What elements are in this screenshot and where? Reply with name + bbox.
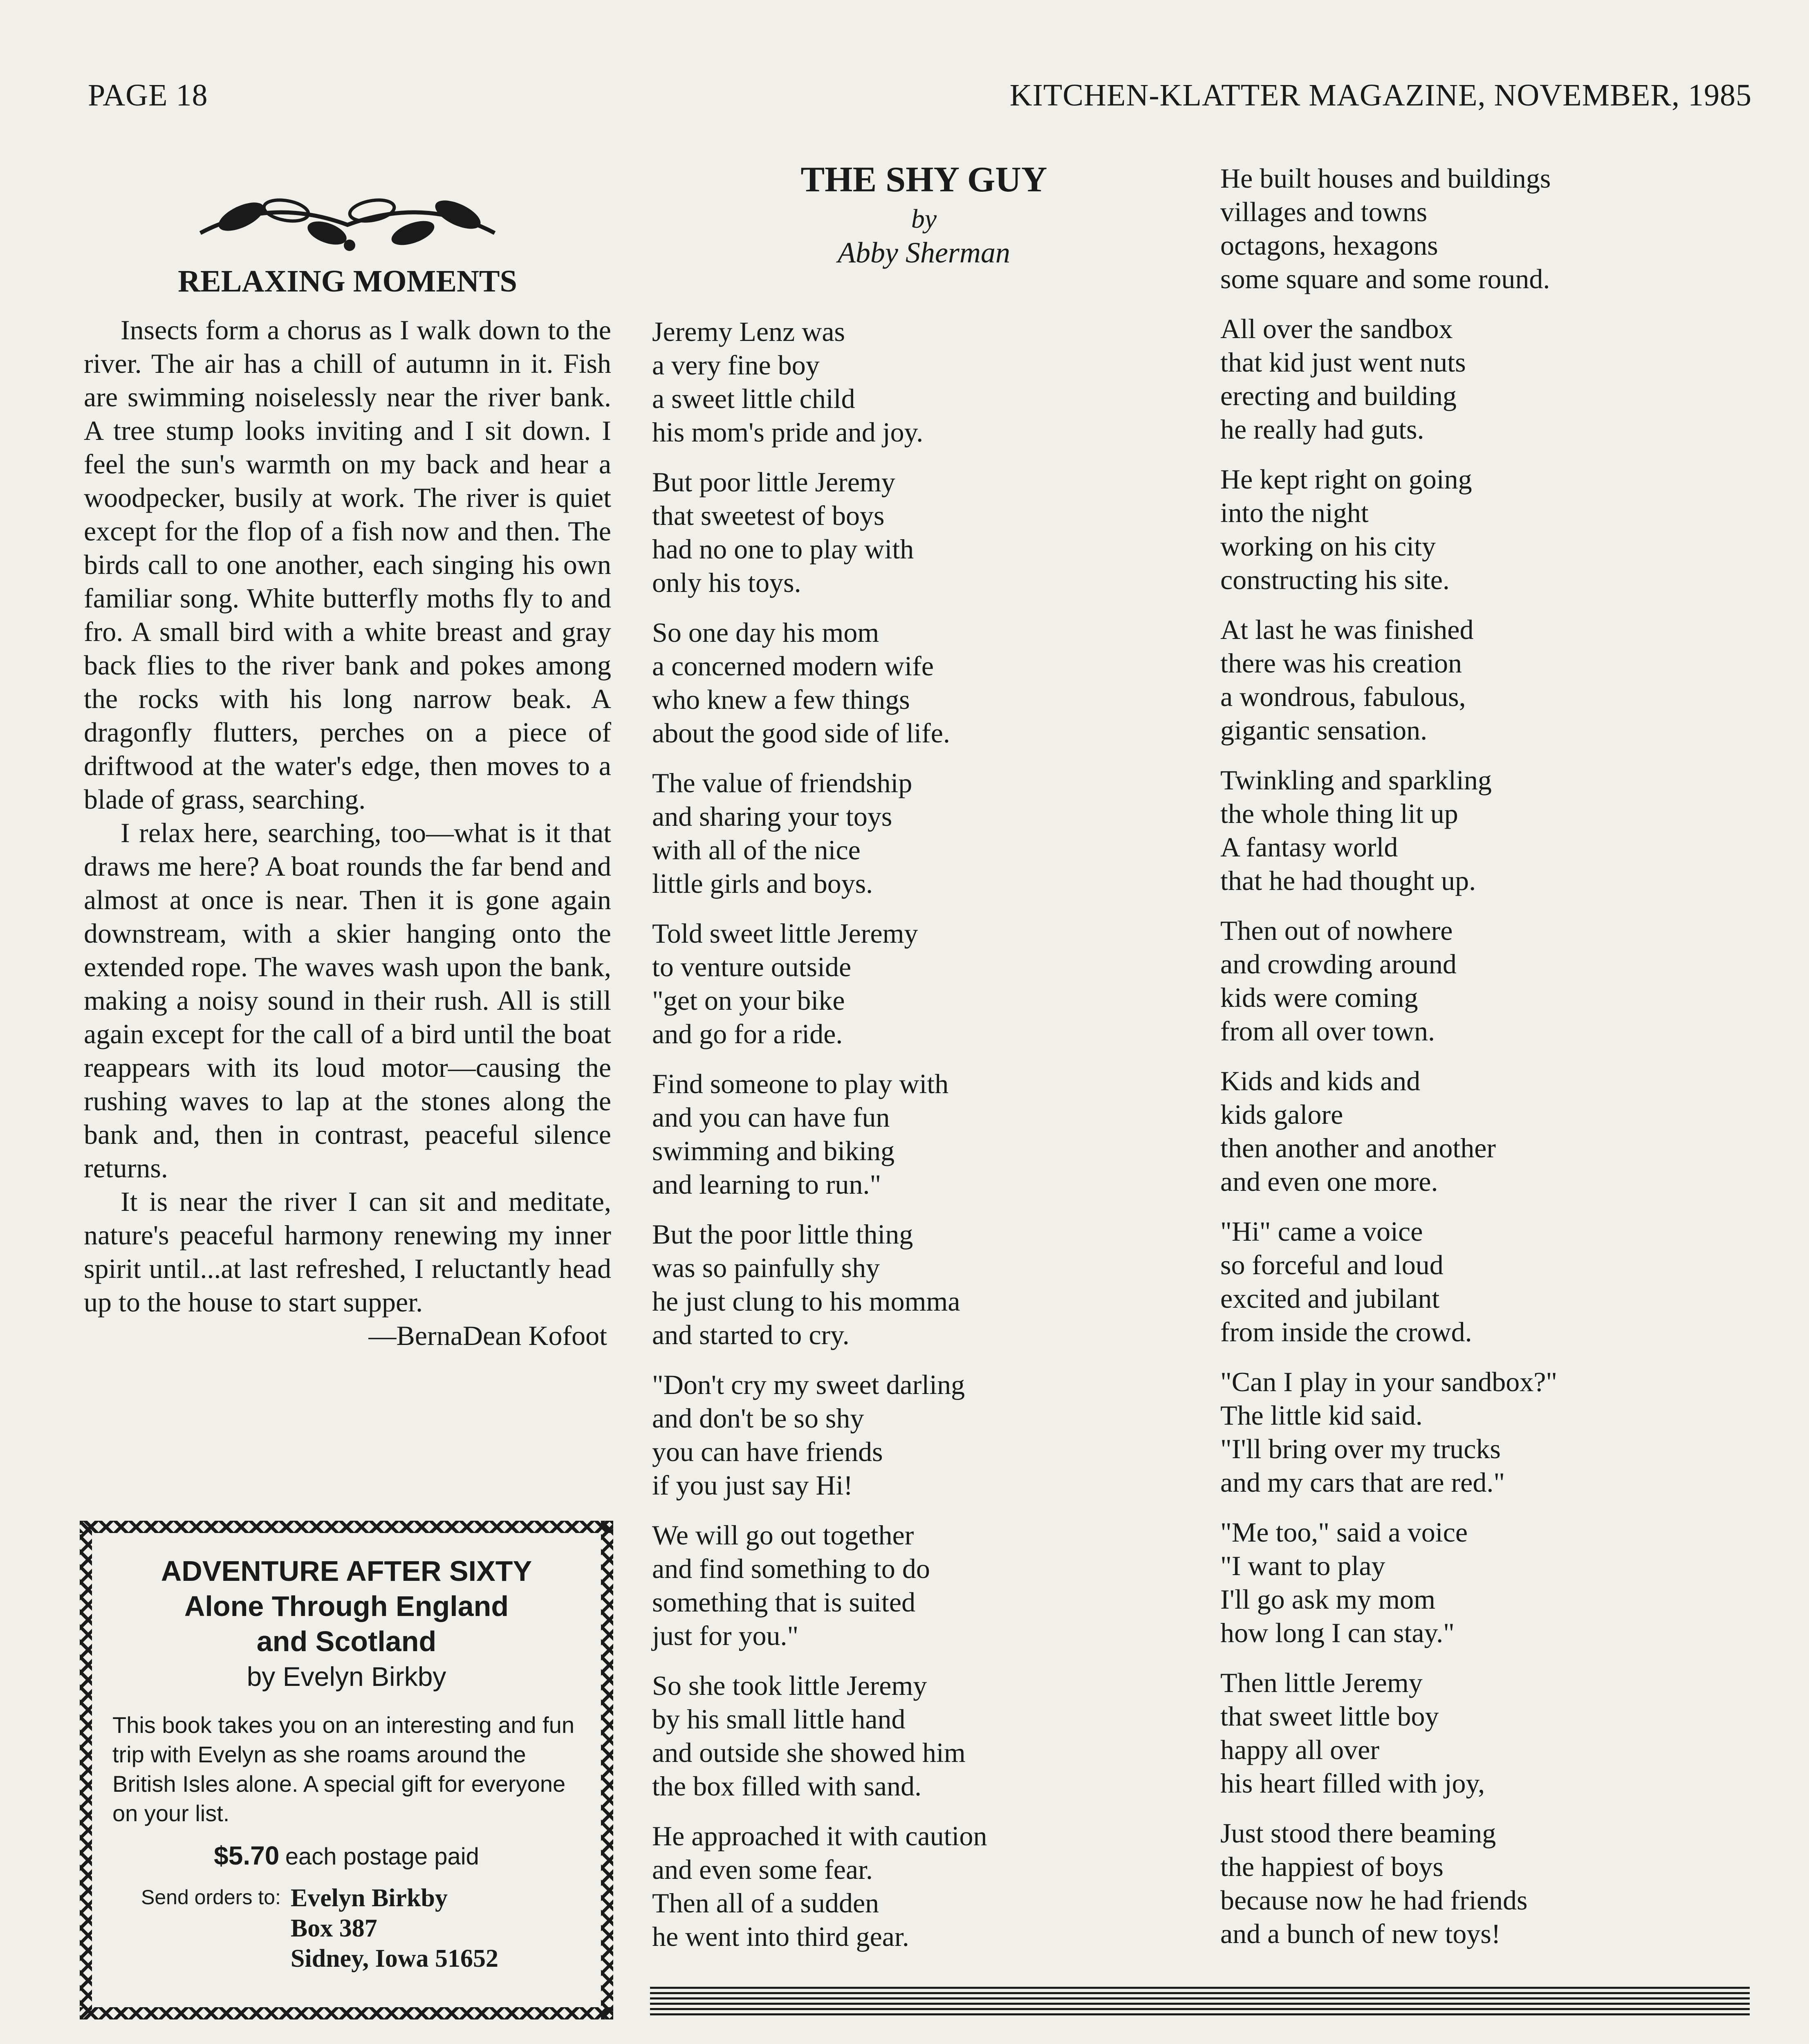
paragraph: I relax here, searching, too—what is it that draws me here? A boat rounds the far bend and almost at once is near. Then it is gone again downstream, with a skier hanging onto the extended rope. The waves wash upon the bank, making a noisy sound in their rush. All is still again except for the call of a bird until the boat reappears with its loud motor—causing the rushing waves to lap at the stones along the bank and, then in contrast, peaceful silence returns. (84, 817, 611, 1183)
poem-line: that kid just went nuts (1220, 347, 1466, 378)
poem-line: into the night (1220, 497, 1369, 528)
poem-line: he just clung to his momma (652, 1286, 960, 1317)
stanza (652, 1067, 1196, 1201)
poem-line: Kids and kids and (1220, 1065, 1421, 1096)
leaf-ornament-icon (192, 188, 503, 258)
ad-price: $5.70 (214, 1841, 280, 1870)
poem-line: and even some fear. (652, 1854, 873, 1885)
poem-line: a concerned modern wife (652, 650, 934, 681)
ad-send-label: Send orders to: (141, 1886, 281, 1909)
poem-line: you can have friends (652, 1436, 883, 1467)
poem-line: just for you." (652, 1620, 799, 1651)
poem-line: Find someone to play with (652, 1068, 949, 1099)
stanza (1220, 1515, 1764, 1650)
poem-line: a wondrous, fabulous, (1220, 681, 1466, 712)
poem-line: "Hi" came a voice (1220, 1216, 1423, 1247)
poem-line: the happiest of boys (1220, 1851, 1444, 1882)
poem-line: that he had thought up. (1220, 865, 1476, 896)
page-number: PAGE 18 (88, 78, 208, 112)
poem-line: erecting and building (1220, 380, 1457, 411)
poem-line: and find something to do (652, 1553, 930, 1584)
stanza (652, 465, 1196, 599)
poem-line: and crowding around (1220, 948, 1457, 979)
poem-line: excited and jubilant (1220, 1283, 1440, 1314)
stanza (652, 1368, 1196, 1502)
stanza (652, 1518, 1196, 1652)
poem-line: then another and another (1220, 1132, 1496, 1163)
poem-line: Then out of nowhere (1220, 915, 1453, 946)
poem-line: from inside the crowd. (1220, 1316, 1472, 1347)
poem-line: constructing his site. (1220, 564, 1450, 595)
poem-line: At last he was finished (1220, 614, 1474, 645)
poem-line: happy all over (1220, 1734, 1379, 1765)
poem-line: swimming and biking (652, 1135, 895, 1166)
poem-line: was so painfully shy (652, 1252, 880, 1283)
ad-body: This book takes you on an interesting and fun trip with Evelyn as she roams around the British Isles alone. A special gift for everyone on your list. (112, 1712, 575, 1826)
poem-line: He kept right on going (1220, 464, 1472, 495)
poem-line: by his small little hand (652, 1703, 906, 1735)
section-divider (650, 1987, 1750, 2015)
poem-line: he went into third gear. (652, 1921, 909, 1952)
stanza (1220, 1666, 1764, 1800)
poem-line: something that is suited (652, 1587, 916, 1618)
poem-line: with all of the nice (652, 834, 861, 865)
ad-address-line: Sidney, Iowa 51652 (290, 1945, 499, 1972)
poem-line: to venture outside (652, 951, 852, 982)
poem-line: the box filled with sand. (652, 1771, 922, 1802)
poem-line: the whole thing lit up (1220, 798, 1458, 829)
stanza (652, 315, 1196, 449)
poem-line: only his toys. (652, 567, 801, 598)
ad-subtitle: and Scotland (256, 1625, 437, 1657)
poem-line: his mom's pride and joy. (652, 417, 924, 448)
magazine-title: KITCHEN-KLATTER MAGAZINE, NOVEMBER, 1985 (1009, 78, 1752, 112)
poem-line: and started to cry. (652, 1319, 850, 1350)
poem-line: and sharing your toys (652, 801, 892, 832)
stanza (1220, 613, 1764, 747)
poem-line: a sweet little child (652, 383, 855, 414)
poem-line: "get on your bike (652, 985, 845, 1016)
shy-guy-header (652, 157, 1196, 269)
poem-line: kids were coming (1220, 982, 1418, 1013)
poem-line: how long I can stay." (1220, 1617, 1455, 1648)
stanza (652, 1669, 1196, 1803)
stanza (1220, 1816, 1764, 1950)
poem-line: and a bunch of new toys! (1220, 1918, 1501, 1949)
poem-line: that sweetest of boys (652, 500, 885, 531)
ad-title: ADVENTURE AFTER SIXTY (161, 1555, 532, 1587)
poem-line: But poor little Jeremy (652, 466, 895, 498)
poem-line: "I'll bring over my trucks (1220, 1433, 1501, 1464)
poem-line: Jeremy Lenz was (652, 316, 845, 347)
poem-line: his heart filled with joy, (1220, 1768, 1485, 1799)
poem-line: some square and some round. (1220, 263, 1550, 294)
poem-line: little girls and boys. (652, 868, 873, 899)
poem-line: Then little Jeremy (1220, 1667, 1423, 1698)
poem-line: "Me too," said a voice (1220, 1517, 1468, 1548)
poem-line: A fantasy world (1220, 831, 1398, 863)
poem-line: Then all of a sudden (652, 1887, 879, 1918)
stanza (1220, 1064, 1764, 1198)
poem-line: "I want to play (1220, 1550, 1385, 1581)
poem-line: octagons, hexagons (1220, 230, 1438, 261)
shy-guy-by: by (911, 204, 937, 234)
poem-line: Told sweet little Jeremy (652, 918, 918, 949)
poem-line: Just stood there beaming (1220, 1818, 1496, 1849)
adventure-ad (80, 1521, 613, 2019)
stanza (652, 1217, 1196, 1351)
poem-line: had no one to play with (652, 533, 914, 565)
ad-address-line: Box 387 (290, 1914, 377, 1942)
zigzag-border (80, 2007, 613, 2019)
poem-line: All over the sandbox (1220, 313, 1453, 344)
stanza (1220, 462, 1764, 596)
poem-line: He approached it with caution (652, 1820, 987, 1851)
poem-line: We will go out together (652, 1520, 914, 1551)
poem-line: gigantic sensation. (1220, 715, 1428, 746)
poem-line: and go for a ride. (652, 1018, 843, 1049)
ad-price-note: each postage paid (285, 1843, 479, 1870)
poem-line: that sweet little boy (1220, 1701, 1439, 1732)
poem-line: The value of friendship (652, 767, 912, 798)
ad-address-line: Evelyn Birkby (290, 1884, 448, 1912)
relaxing-moments-article (84, 188, 611, 1352)
poem-line: from all over town. (1220, 1015, 1435, 1047)
poem-line: working on his city (1220, 531, 1436, 562)
poem-line: if you just say Hi! (652, 1470, 853, 1501)
stanza (1220, 312, 1764, 446)
poem-line: But the poor little thing (652, 1219, 913, 1250)
ad-byline: by Evelyn Birkby (247, 1661, 446, 1692)
author: —BernaDean Kofoot (368, 1320, 607, 1351)
poem-line: and learning to run." (652, 1169, 881, 1200)
shy-guy-title: THE SHY GUY (800, 160, 1047, 199)
poem-line: "Don't cry my sweet darling (652, 1369, 965, 1400)
relaxing-title: RELAXING MOMENTS (178, 264, 517, 298)
poem-line: So one day his mom (652, 617, 879, 648)
shy-guy-column-1 (652, 315, 1196, 1970)
poem-line: and don't be so shy (652, 1403, 864, 1434)
stanza (1220, 763, 1764, 897)
stanza (1220, 1215, 1764, 1349)
poem-line: "Can I play in your sandbox?" (1220, 1366, 1558, 1397)
poem-line: kids galore (1220, 1099, 1343, 1130)
poem-line: He built houses and buildings (1220, 163, 1551, 194)
zigzag-border (80, 1521, 92, 2019)
stanza (1220, 161, 1764, 296)
poem-line: about the good side of life. (652, 717, 950, 749)
stanza (652, 766, 1196, 900)
stanza (652, 917, 1196, 1051)
poem-line: he really had guts. (1220, 414, 1424, 445)
poem-line: Twinkling and sparkling (1220, 764, 1492, 796)
stanza (1220, 1365, 1764, 1499)
paragraph: Insects form a chorus as I walk down to the river. The air has a chill of autumn in it. Fish are swimming noiselessly near the river bank. A tree stump looks inviting and I sit down. I feel the sun's warmth on my back and hear a woodpecker, busily at work. The river is quiet except for the flop of a fish now and then. The birds call to one another, each singing his own familiar song. White butterfly moths fly to and fro. A small bird with a white breast and gray back flies to the river bank and pokes among the rocks with his long narrow beak. A dragonfly flutters, perches on a piece of driftwood at the water's edge, then moves to a blade of grass, searching. (84, 314, 611, 815)
poem-line: villages and towns (1220, 196, 1428, 227)
poem-line: The little kid said. (1220, 1400, 1423, 1431)
paragraph: It is near the river I can sit and meditate, nature's peaceful harmony renewing my inner spirit until...at last refreshed, I reluctantly head up to the house to start supper. (84, 1186, 611, 1318)
shy-guy-author: Abby Sherman (838, 236, 1010, 269)
shy-guy-column-2 (1220, 161, 1764, 1967)
poem-line: who knew a few things (652, 684, 910, 715)
poem-line: and my cars that are red." (1220, 1467, 1505, 1498)
poem-line: So she took little Jeremy (652, 1670, 927, 1701)
poem-line: there was his creation (1220, 648, 1462, 679)
poem-line: and you can have fun (652, 1102, 890, 1133)
zigzag-border (601, 1521, 613, 2019)
ad-subtitle: Alone Through England (184, 1590, 509, 1622)
poem-line: I'll go ask my mom (1220, 1584, 1436, 1615)
zigzag-border (80, 1521, 613, 1533)
poem-line: a very fine boy (652, 350, 820, 381)
stanza (652, 616, 1196, 750)
stanza (1220, 914, 1764, 1048)
poem-line: and even one more. (1220, 1166, 1438, 1197)
stanza (652, 1819, 1196, 1953)
poem-line: so forceful and loud (1220, 1249, 1444, 1280)
poem-line: and outside she showed him (652, 1737, 966, 1768)
poem-line: because now he had friends (1220, 1885, 1528, 1916)
